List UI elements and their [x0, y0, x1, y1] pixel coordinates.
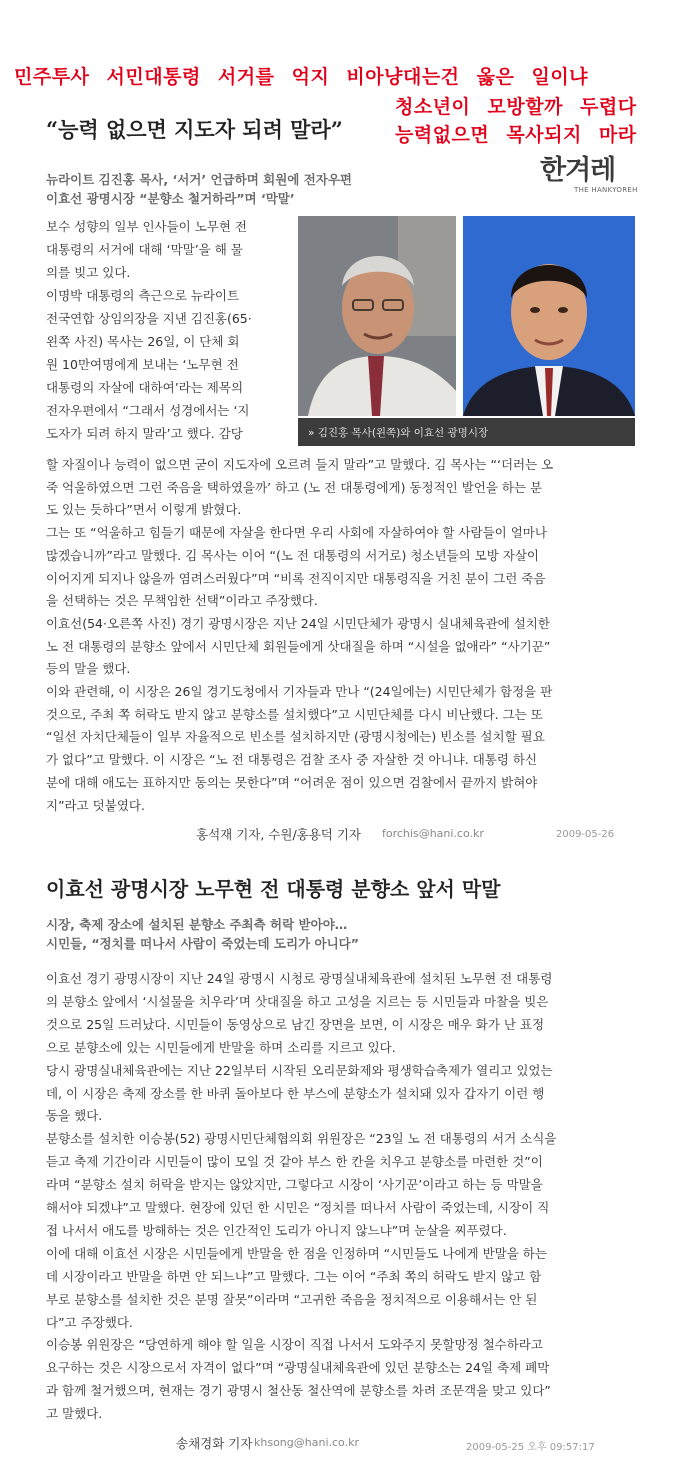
photo-caption: » 김진홍 목사(왼쪽)와 이효선 광명시장: [298, 418, 635, 446]
body-text-line: 전국연합 상임의장을 지낸 김진홍(65·: [46, 311, 252, 326]
body-text-line: 도자가 되려 하지 말라’고 했다. 감당: [46, 426, 243, 441]
body-text-line: 원 10만여명에게 보내는 ‘노무현 전: [46, 357, 239, 372]
article2-subhead: 시장, 축제 장소에 설치된 분향소 주최측 허락 받아야…: [46, 917, 348, 932]
body-text-line: 도 있는 듯하다”면서 이렇게 밝혔다.: [46, 502, 242, 518]
body-text-line: 그는 또 “억울하고 힘들기 때문에 자살을 한다면 우리 사회에 자살하여야 할 사람들이 얼마나: [46, 525, 547, 541]
annotation-pastor-line: 능력없으면 목사되지 마라: [395, 124, 637, 146]
body-text-line: 할 자질이나 능력이 없으면 굳이 지도자에 오르려 들지 말라”고 말했다. 김 목사는 “‘더러는 오: [46, 457, 554, 472]
article2-subhead: 시민들, “정치를 떠나서 사람이 죽었는데 도리가 아니다”: [46, 936, 359, 951]
photo-kim-jinhong: [298, 216, 456, 416]
body-text-line: 것으로, 주최 쪽 허락도 받지 않고 분향소를 설치했다”고 시민단체를 다시 비난했다. 그는 또: [46, 706, 543, 722]
body-text-line: 과 함께 철거했으며, 현재는 경기 광명시 철산동 철산역에 분향소를 차려 조문객을 맞고 있다”: [46, 1383, 551, 1399]
body-text-line: 등의 말을 했다.: [46, 661, 131, 677]
body-text-line: 많겠습니까”라고 말했다. 김 목사는 이어 “(노 전 대통령의 서거로) 청소년들의 모방 자살이: [46, 547, 540, 563]
body-text-line: 보수 성향의 일부 인사들이 노무현 전: [46, 219, 247, 234]
body-text-line: 대통령의 자살에 대하여’라는 제목의: [46, 380, 244, 395]
article2-date: 2009-05-25 오후 09:57:17: [466, 1442, 595, 1453]
article1-subhead: 이효선 광명시장 “분향소 철거하라”며 ‘막말’: [46, 191, 295, 206]
body-text-line: 전자우편에서 “그래서 성경에서는 ‘지: [46, 403, 250, 418]
body-text-line: 의를 빚고 있다.: [46, 265, 131, 280]
body-text-line: 노 전 대통령의 분향소 앞에서 시민단체 회원들에게 삿대질을 하며 “시설을 없애라” “사기꾼”: [46, 638, 551, 654]
body-text-line: 이명박 대통령의 측근으로 뉴라이트: [46, 288, 240, 303]
body-text-line: 의 분향소 앞에서 ‘시설물을 치우라’며 삿대질을 하고 고성을 지르는 등 시민들과 마찰을 빚은: [46, 993, 549, 1009]
article1-headline: “능력 없으면 지도자 되려 말라”: [46, 117, 343, 142]
body-text-line: 라며 “분향소 설치 허락을 받지는 않았지만, 그렇다고 시장이 ‘사기꾼’이라고 하는 등 막말을: [46, 1177, 543, 1193]
body-text-line: 왼쪽 사진) 목사는 26일, 이 단체 회: [46, 334, 240, 349]
body-text-line: 으로 분향소에 있는 시민들에게 반말을 하며 소리를 지르고 있다.: [46, 1039, 396, 1055]
body-text-line: 이효선(54·오른쪽 사진) 경기 광명시장은 지난 24일 시민단체가 광명시 실내체육관에 설치한: [46, 615, 550, 631]
article2-email-link[interactable]: khsong@hani.co.kr: [254, 1436, 359, 1449]
article1-email-link[interactable]: forchis@hani.co.kr: [382, 827, 484, 840]
logo-english-text: THE HANKYOREH: [574, 186, 638, 194]
body-text-line: 지”라고 덧붙였다.: [46, 797, 145, 813]
body-text-line: 당시 광명실내체육관에는 지난 22일부터 시작된 오리문화제와 평생학습축제가 열리고 있었는: [46, 1062, 553, 1078]
body-text-line: 이어지게 되지나 않을까 염려스러웠다”며 “비록 전직이지만 대통령직을 거친 분이 그런 죽음: [46, 570, 546, 586]
body-text-line: 다”고 주장했다.: [46, 1314, 133, 1330]
body-text-line: 요구하는 것은 시장으로서 자격이 없다”며 “광명실내체육관에 있던 분향소는 24일 축제 폐막: [46, 1360, 550, 1376]
body-text-line: 데 시장이라고 반말을 하면 안 되느냐”고 말했다. 그는 이어 “주최 쪽의 허락도 받지 않고 함: [46, 1268, 542, 1284]
body-text-line: 분향소를 설치한 이승봉(52) 광명시민단체협의회 위원장은 “23일 노 전 대통령의 서거 소식을: [46, 1131, 557, 1147]
logo-korean-text: 한겨레: [540, 155, 616, 186]
article2-reporter: 송채경화 기자: [176, 1436, 253, 1451]
article1-date: 2009-05-26: [556, 829, 615, 840]
annotation-protest-line: 민주투사 서민대통령 서거를 억지 비아냥대는건 옳은 일이냐: [14, 66, 589, 88]
article1-subhead: 뉴라이트 김진홍 목사, ‘서거’ 언급하며 회원에 전자우편: [46, 172, 353, 187]
article1-reporter: 홍석재 기자, 수원/홍용덕 기자: [196, 827, 362, 842]
article2-headline: 이효선 광명시장 노무현 전 대통령 분향소 앞서 막말: [46, 877, 501, 901]
body-text-line: 데, 이 시장은 축제 장소를 한 바퀴 돌아보다 한 부스에 분향소가 설치돼 있자 갑자기 이런 행: [46, 1085, 545, 1101]
body-text-line: 대통령의 서거에 대해 ‘막말’을 해 물: [46, 242, 243, 257]
body-text-line: 해서야 되겠냐”고 말했다. 현장에 있던 한 시민은 “정치를 떠나서 사람이 죽었는데, 시장이 직: [46, 1200, 550, 1215]
body-text-line: 이와 관련해, 이 시장은 26일 경기도청에서 기자들과 만나 “(24일에는) 시민단체가 함정을 판: [46, 684, 553, 699]
body-text-line: 것으로 25일 드러났다. 시민들이 동영상으로 남긴 장면을 보면, 이 시장은 매우 화가 난 표정: [46, 1016, 545, 1032]
body-text-line: 가 없다”고 말했다. 이 시장은 “노 전 대통령은 검찰 조사 중 자살한 것 아니냐. 대통령 하신: [46, 752, 538, 768]
body-text-line: 듣고 축제 기간이라 시민들이 많이 모일 것 같아 부스 한 칸을 치우고 분향소를 마련한 것”이: [46, 1154, 543, 1170]
body-text-line: 접 나서서 애도를 방해하는 것은 인간적인 도리가 아니지 않느냐”며 눈살을 찌푸렸다.: [46, 1222, 507, 1238]
hankyoreh-logo: [540, 156, 640, 200]
body-text-line: 이승봉 위원장은 “당연하게 해야 할 일을 시장이 직접 나서서 도와주지 못할망정 철수하라고: [46, 1337, 543, 1353]
body-text-line: 죽 억울하였으면 그런 죽음을 택하였을까’ 하고 (노 전 대통령에게) 동정적인 발언을 하는 분: [46, 479, 543, 495]
annotation-youth-line: 청소년이 모방할까 두렵다: [395, 96, 637, 118]
body-text-line: “일선 자치단체들이 일부 자율적으로 빈소를 설치하지만 (광명시청에는) 빈소를 설치할 필요: [46, 729, 545, 745]
body-text-line: 분에 대해 애도는 표하지만 동의는 못한다”며 “어려운 점이 있으면 검찰에서 끝까지 밝혀야: [46, 774, 538, 790]
body-text-line: 고 말했다.: [46, 1406, 103, 1422]
body-text-line: 동을 했다.: [46, 1108, 103, 1124]
body-text-line: 부로 분향소를 설치한 것은 분명 잘못”이라며 “고귀한 죽음을 정치적으로 이용해서는 안 된: [46, 1291, 538, 1307]
body-text-line: 을 선택하는 것은 무책임한 선택”이라고 주장했다.: [46, 593, 318, 609]
photo-lee-hyoseon: [463, 216, 635, 416]
body-text-line: 이에 대해 이효선 시장은 시민들에게 반말을 한 점을 인정하며 “시민들도 나에게 반말을 하는: [46, 1245, 547, 1261]
body-text-line: 이효선 경기 광명시장이 지난 24일 광명시 시청로 광명실내체육관에 설치된 노무현 전 대통령: [46, 971, 553, 986]
